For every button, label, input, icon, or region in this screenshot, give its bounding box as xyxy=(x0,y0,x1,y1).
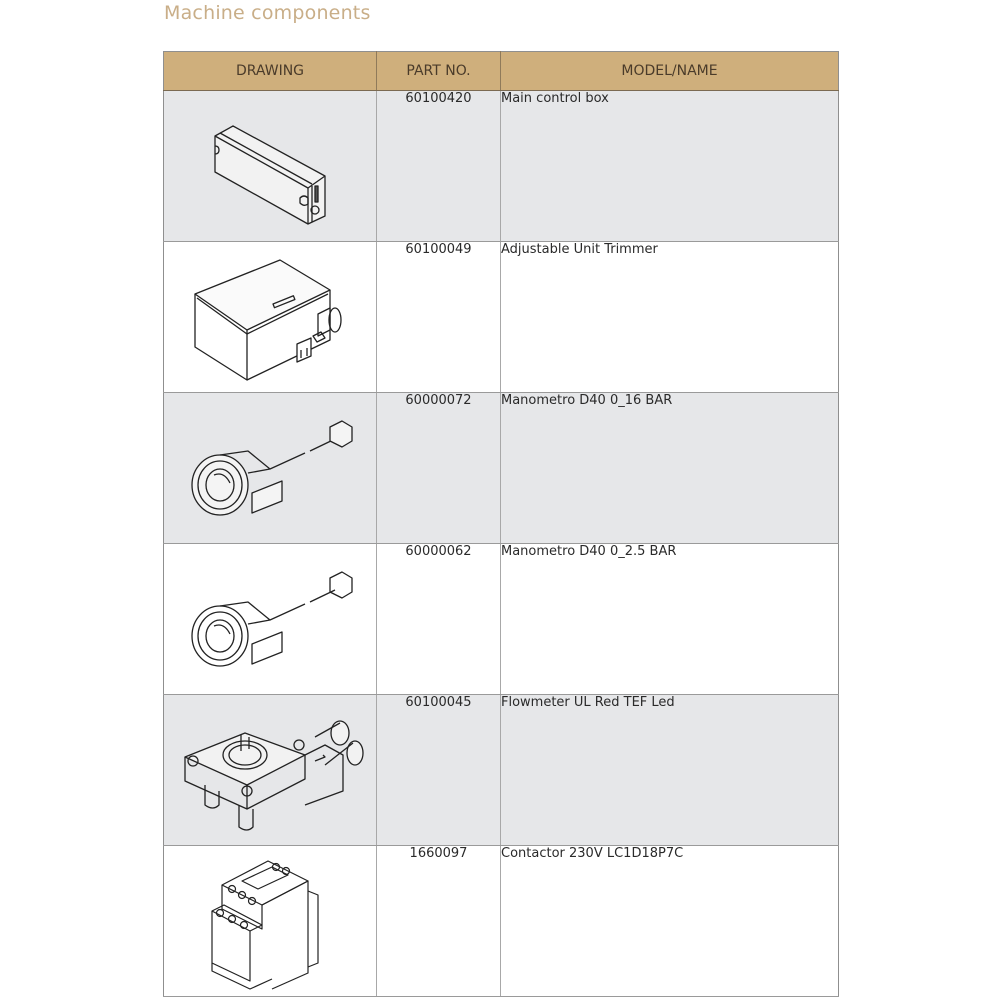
drawing-cell xyxy=(164,846,377,997)
drawing-cell xyxy=(164,91,377,242)
table-row xyxy=(164,242,839,393)
model-name: Manometro D40 0_16 BAR xyxy=(501,393,839,544)
table-row xyxy=(164,544,839,695)
flowmeter-drawing-icon xyxy=(175,705,365,835)
components-table xyxy=(163,51,839,997)
model-name: Flowmeter UL Red TEF Led xyxy=(501,695,839,846)
table-row xyxy=(164,393,839,544)
table-header-row xyxy=(164,52,839,91)
drawing-cell xyxy=(164,544,377,695)
part-number: 60000062 xyxy=(377,544,501,695)
model-name: Manometro D40 0_2.5 BAR xyxy=(501,544,839,695)
drawing-cell xyxy=(164,695,377,846)
header-model-name: MODEL/NAME xyxy=(501,52,839,91)
table-row xyxy=(164,695,839,846)
pressure-gauge-drawing-icon xyxy=(180,413,360,523)
pressure-gauge-drawing-icon xyxy=(180,564,360,674)
part-number: 1660097 xyxy=(377,846,501,997)
part-number: 60000072 xyxy=(377,393,501,544)
part-number: 60100049 xyxy=(377,242,501,393)
part-number: 60100045 xyxy=(377,695,501,846)
drawing-cell xyxy=(164,242,377,393)
part-number: 60100420 xyxy=(377,91,501,242)
header-drawing: DRAWING xyxy=(164,52,377,91)
model-name: Adjustable Unit Trimmer xyxy=(501,242,839,393)
drawing-cell xyxy=(164,393,377,544)
model-name: Contactor 230V LC1D18P7C xyxy=(501,846,839,997)
table-row xyxy=(164,91,839,242)
table-row xyxy=(164,846,839,997)
contactor-drawing-icon xyxy=(210,851,330,991)
header-part-no: PART NO. xyxy=(377,52,501,91)
page-title: Machine components xyxy=(164,2,371,24)
trimmer-unit-drawing-icon xyxy=(185,252,355,382)
control-box-drawing-icon xyxy=(200,106,340,226)
model-name: Main control box xyxy=(501,91,839,242)
